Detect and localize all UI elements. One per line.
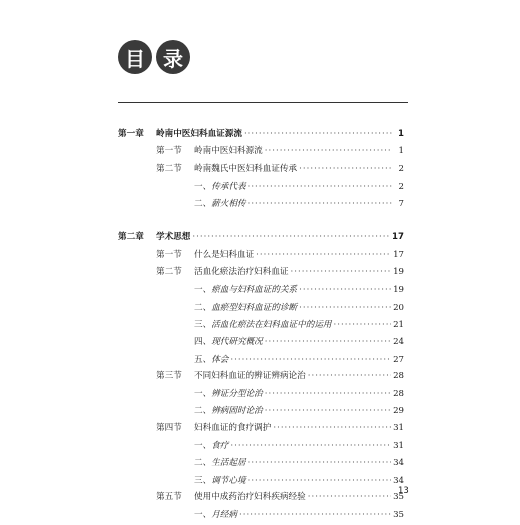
toc-entry-section[interactable] xyxy=(118,420,404,437)
toc-entry-number: 第二节 xyxy=(156,163,182,174)
toc-entry-number: 二、 xyxy=(194,458,212,469)
toc-entry-item[interactable] xyxy=(118,333,404,350)
toc-entry-title: 传承代表 xyxy=(211,180,246,191)
toc-entry-number: 第四节 xyxy=(156,422,182,433)
toc-leader-dots xyxy=(308,489,391,506)
toc-entry-item[interactable] xyxy=(118,385,404,402)
toc-entry-title: 生活起居 xyxy=(211,457,246,468)
toc-entry-section[interactable] xyxy=(118,368,404,385)
toc-entry-number: 一、 xyxy=(194,441,212,452)
toc-leader-dots xyxy=(256,247,391,264)
toc-entry-title: 岭南中医妇科血证源流 xyxy=(156,129,242,139)
header-char-mu: 目 xyxy=(118,40,152,74)
toc-entry-title: 辨病固时论治 xyxy=(211,405,263,416)
toc-leader-dots xyxy=(265,403,391,420)
page-number: 13 xyxy=(398,486,409,496)
toc-entry-page: 27 xyxy=(393,354,404,365)
toc-leader-dots xyxy=(265,334,391,351)
toc-entry-title: 瘀血与妇科血证的关系 xyxy=(211,284,298,295)
toc-entry-item[interactable] xyxy=(118,437,404,454)
toc-entry-page: 28 xyxy=(393,389,404,400)
toc-entry-item[interactable] xyxy=(118,299,404,316)
toc-entry-title: 什么是妇科血证 xyxy=(194,249,255,260)
toc-entry-item[interactable] xyxy=(118,195,404,212)
toc-entry-page: 34 xyxy=(393,458,404,469)
toc-leader-dots xyxy=(248,196,392,213)
toc-entry-number: 一、 xyxy=(194,285,212,296)
toc-leader-dots xyxy=(291,264,392,281)
toc-header xyxy=(118,40,194,80)
toc-entry-number: 二、 xyxy=(194,302,212,313)
toc-leader-dots xyxy=(230,352,391,369)
toc-entry-section[interactable] xyxy=(118,143,404,160)
toc-leader-dots xyxy=(308,368,391,385)
toc-entry-title: 血瘀型妇科血证的诊断 xyxy=(211,301,298,312)
toc-entry-number: 第一节 xyxy=(156,146,182,157)
toc-entry-title: 使用中成药治疗妇科疾病经验 xyxy=(194,491,306,502)
toc-entry-number: 二、 xyxy=(194,199,212,210)
toc-entry-number: 一、 xyxy=(194,510,212,521)
toc-entry-number: 二、 xyxy=(194,406,212,417)
toc-entry-number: 第二章 xyxy=(118,232,144,243)
toc-entry-number: 五、 xyxy=(194,354,212,365)
toc-entry-item[interactable] xyxy=(118,178,404,195)
toc-entry-item[interactable] xyxy=(118,506,404,523)
toc-entry-title: 岭南魏氏中医妇科血证传承 xyxy=(194,163,298,174)
toc-entry-title: 不同妇科血证的辨证辨病论治 xyxy=(194,370,306,381)
toc-entry-section[interactable] xyxy=(118,489,404,506)
toc-entry-title: 学术思想 xyxy=(156,232,191,243)
toc-leader-dots xyxy=(299,161,392,178)
toc-entry-page: 7 xyxy=(398,199,404,210)
toc-entry-number: 四、 xyxy=(194,337,212,348)
toc-entry-page: 29 xyxy=(393,406,404,417)
toc-entry-chapter[interactable] xyxy=(118,126,404,143)
toc-entry-number: 一、 xyxy=(194,389,212,400)
header-char-lu: 录 xyxy=(156,40,190,74)
toc-leader-dots xyxy=(299,300,391,317)
toc-entry-chapter[interactable] xyxy=(118,229,404,246)
toc-leader-dots xyxy=(244,126,392,143)
toc-leader-dots xyxy=(265,143,392,160)
toc-entry-number: 第一节 xyxy=(156,249,182,260)
toc-entry-item[interactable] xyxy=(118,281,404,298)
toc-entry-title: 岭南中医妇科源流 xyxy=(194,146,263,157)
toc-entry-section[interactable] xyxy=(118,161,404,178)
toc-leader-dots xyxy=(299,282,391,299)
toc-entry-item[interactable] xyxy=(118,454,404,471)
toc-entry-title: 体会 xyxy=(211,353,229,364)
toc-leader-dots xyxy=(248,455,391,472)
toc-entry-title: 薪火相传 xyxy=(211,198,246,209)
toc-leader-dots xyxy=(248,473,391,490)
toc-entry-section[interactable] xyxy=(118,264,404,281)
toc-entry-page: 19 xyxy=(393,267,404,278)
toc-entry-title: 食疗 xyxy=(211,440,229,451)
toc-entry-number: 第二节 xyxy=(156,267,182,278)
toc-entry-title: 现代研究概况 xyxy=(211,336,263,347)
toc-entry-page: 24 xyxy=(393,337,404,348)
toc-entry-page: 31 xyxy=(393,422,404,433)
toc-leader-dots xyxy=(248,179,392,196)
toc-entry-item[interactable] xyxy=(118,472,404,489)
toc-entry-title: 活血化瘀法治疗妇科血证 xyxy=(194,267,289,278)
toc-entry-section[interactable] xyxy=(118,247,404,264)
toc-entry-page: 17 xyxy=(393,249,404,260)
toc-entry-number: 三、 xyxy=(194,475,212,486)
toc-leader-dots xyxy=(273,420,391,437)
toc-entry-item[interactable] xyxy=(118,316,404,333)
toc-entry-item[interactable] xyxy=(118,351,404,368)
table-of-contents xyxy=(118,126,404,524)
toc-entry-page: 31 xyxy=(393,441,404,452)
toc-entry-page: 28 xyxy=(393,370,404,381)
toc-entry-number: 第五节 xyxy=(156,491,182,502)
toc-leader-dots xyxy=(239,507,391,524)
toc-entry-page: 2 xyxy=(398,181,404,192)
toc-entry-number: 第三节 xyxy=(156,370,182,381)
toc-entry-page: 1 xyxy=(398,129,404,139)
toc-entry-page: 19 xyxy=(393,285,404,296)
toc-entry-title: 妇科血证的食疗调护 xyxy=(194,422,272,433)
toc-entry-title: 月经病 xyxy=(211,509,237,520)
toc-entry-page: 34 xyxy=(393,475,404,486)
toc-entry-number: 一、 xyxy=(194,181,212,192)
toc-entry-title: 调节心境 xyxy=(211,474,246,485)
toc-entry-page: 20 xyxy=(393,302,404,313)
toc-entry-page: 2 xyxy=(398,163,404,174)
toc-entry-number: 三、 xyxy=(194,319,212,330)
toc-leader-dots xyxy=(192,229,390,246)
toc-leader-dots xyxy=(334,317,392,334)
toc-leader-dots xyxy=(230,438,391,455)
toc-entry-page: 35 xyxy=(393,510,404,521)
toc-entry-page: 17 xyxy=(392,232,404,243)
toc-leader-dots xyxy=(265,386,391,403)
toc-entry-page: 21 xyxy=(393,319,404,330)
toc-entry-title: 辨证分型论治 xyxy=(211,388,263,399)
toc-entry-item[interactable] xyxy=(118,402,404,419)
toc-entry-number: 第一章 xyxy=(118,129,144,139)
toc-entry-page: 1 xyxy=(398,146,404,157)
toc-entry-page: 35 xyxy=(393,491,404,502)
header-rule xyxy=(118,102,408,103)
toc-entry-title: 活血化瘀法在妇科血证中的运用 xyxy=(211,318,332,329)
